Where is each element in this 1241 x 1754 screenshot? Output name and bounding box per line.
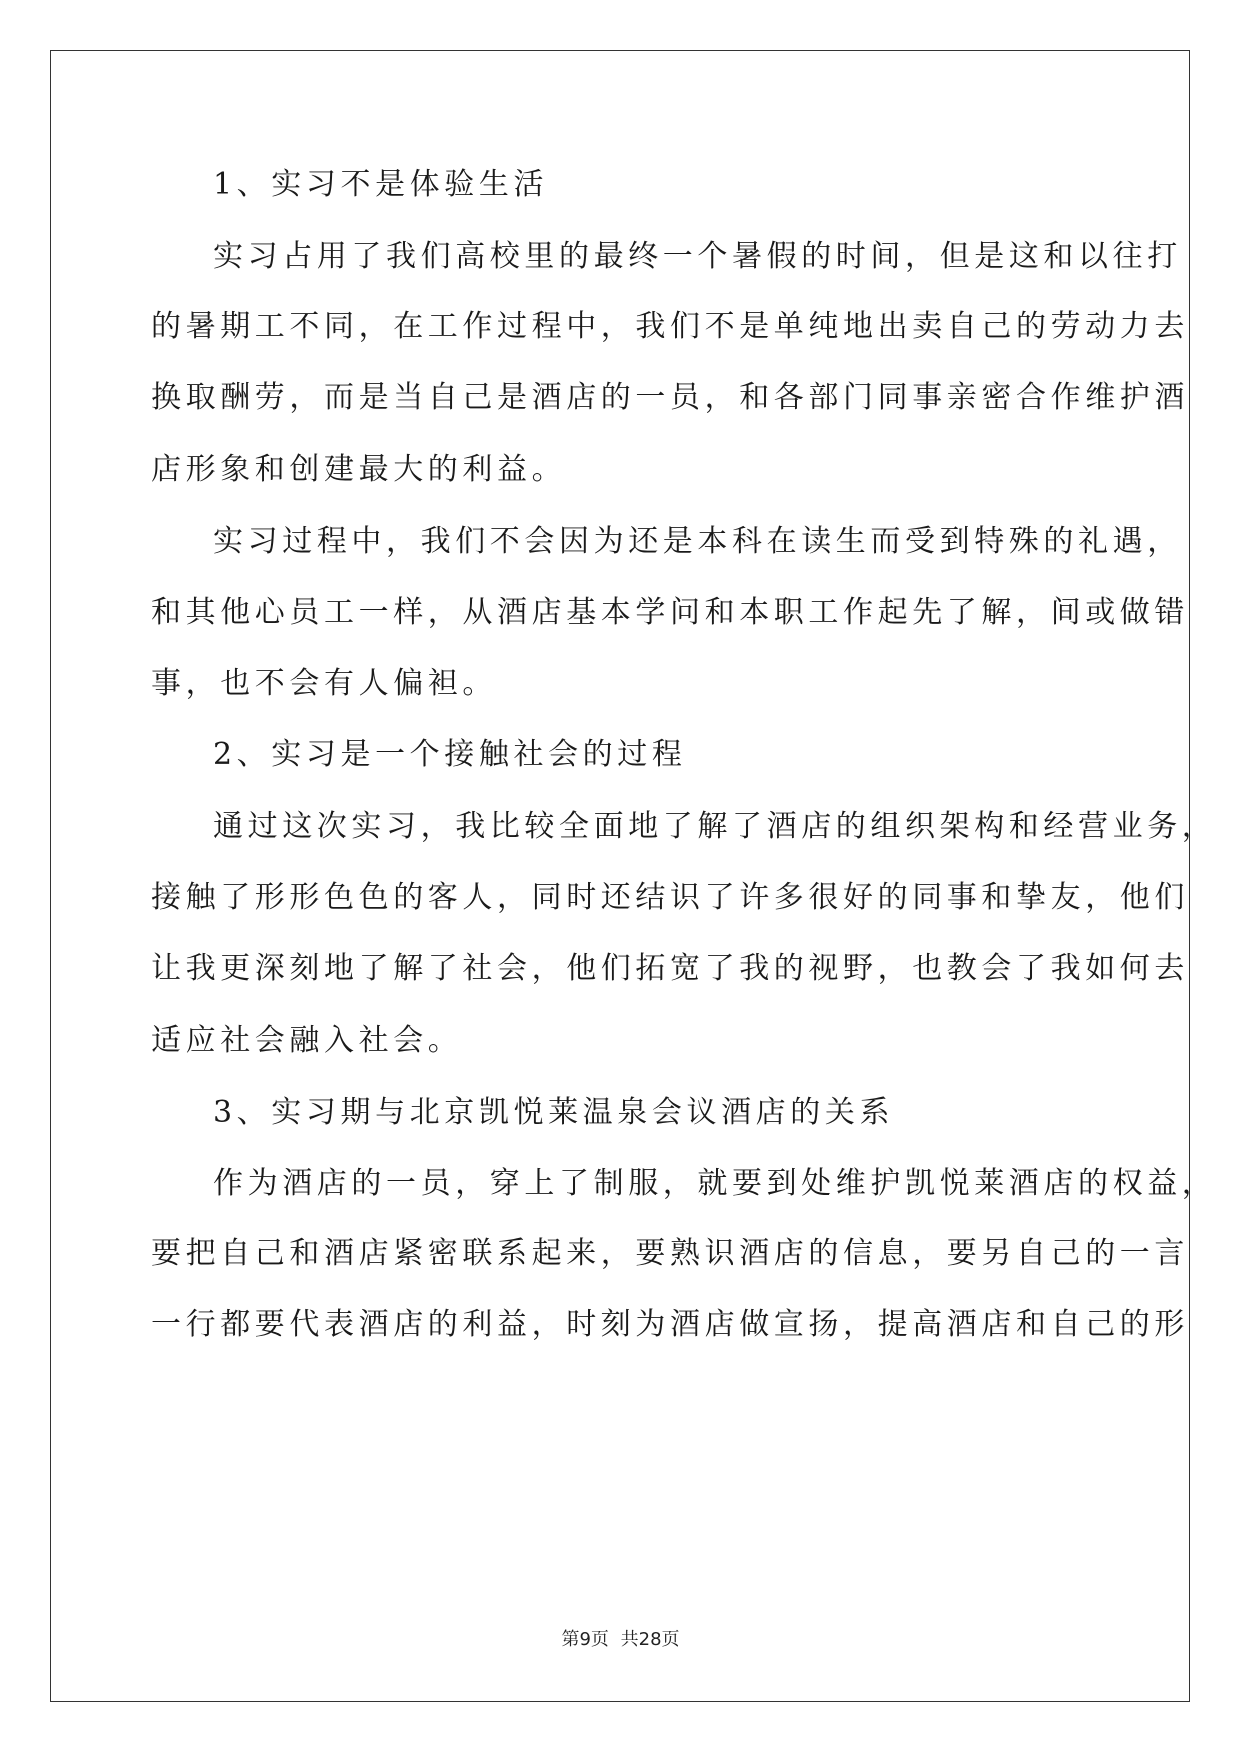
page-number: 第9页 [561, 1629, 609, 1650]
paragraph-line: 换取酬劳，而是当自己是酒店的一员，和各部门同事亲密合作维护酒 [151, 380, 1189, 415]
paragraph-line: 要把自己和酒店紧密联系起来，要熟识酒店的信息，要另自己的一言 [151, 1236, 1189, 1271]
paragraph-line: 和其他心员工一样，从酒店基本学问和本职工作起先了解，间或做错 [151, 595, 1189, 630]
page-total: 共28页 [620, 1629, 680, 1650]
section-heading-3: 3、实习期与北京凯悦莱温泉会议酒店的关系 [213, 1095, 895, 1130]
paragraph-line: 适应社会融入社会。 [151, 1023, 463, 1058]
paragraph-line: 事，也不会有人偏袒。 [151, 666, 497, 701]
paragraph-line: 店形象和创建最大的利益。 [151, 452, 567, 487]
paragraph-line: 实习过程中，我们不会因为还是本科在读生而受到特殊的礼遇， [213, 524, 1182, 559]
section-heading-2: 2、实习是一个接触社会的过程 [213, 737, 687, 772]
paragraph-line: 作为酒店的一员，穿上了制服，就要到处维护凯悦莱酒店的权益， [213, 1166, 1217, 1201]
page-border [50, 50, 1190, 1702]
paragraph-line: 接触了形形色色的客人，同时还结识了许多很好的同事和挚友，他们 [151, 880, 1189, 915]
paragraph-line: 实习占用了我们高校里的最终一个暑假的时间，但是这和以往打 [213, 239, 1182, 274]
paragraph-line: 通过这次实习，我比较全面地了解了酒店的组织架构和经营业务， [213, 809, 1217, 844]
paragraph-line: 一行都要代表酒店的利益，时刻为酒店做宣扬，提高酒店和自己的形 [151, 1307, 1189, 1342]
section-heading-1: 1、实习不是体验生活 [213, 167, 549, 202]
page-footer [0, 1625, 1241, 1651]
paragraph-line: 让我更深刻地了解了社会，他们拓宽了我的视野，也教会了我如何去 [151, 951, 1189, 986]
paragraph-line: 的暑期工不同，在工作过程中，我们不是单纯地出卖自己的劳动力去 [151, 309, 1189, 344]
